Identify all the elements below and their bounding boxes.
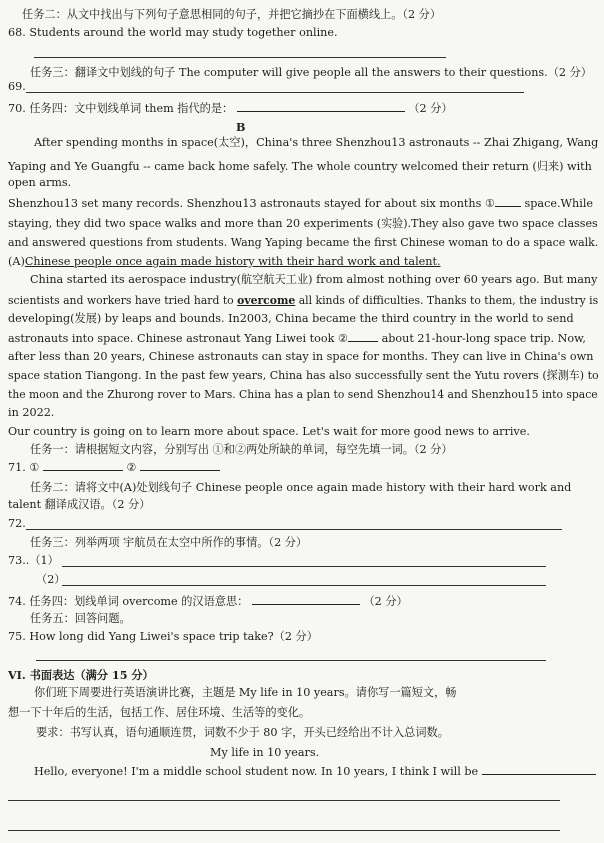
answer-blank-71-2[interactable] [140, 460, 220, 471]
passage-text: Shenzhou13 set many records. Shenzhou13 astronauts stayed for about six months [8, 197, 482, 210]
essay-blank[interactable] [482, 764, 596, 775]
underlined-sentence-a: Chinese people once again made history with their hard work and talent. [24, 255, 441, 268]
passage-line: space station Tiangong. In the past few years, China has also successfully sent the Yutu rovers (探测车) to [8, 369, 599, 382]
passage-text: space.While [524, 197, 594, 210]
writing-prompt: 想一下十年后的生活，包括工作、居住环境、生活等的变化。 [8, 706, 311, 719]
answer-blank-70[interactable] [237, 101, 405, 112]
question-75: 75. How long did Yang Liwei's space trip take?（2 分） [8, 630, 318, 643]
essay-line-2[interactable] [8, 830, 560, 831]
task3-instruction: 任务三：翻译文中划线的句子 The computer will give people all the answers to their questions.（2 分） [30, 66, 592, 79]
question-69-number: 69. [8, 80, 26, 93]
passage-text: scientists and workers have tried hard to [8, 294, 234, 307]
answer-blank-71-1[interactable] [43, 460, 123, 471]
answer-line-73-1[interactable] [62, 566, 546, 567]
passage-line [8, 293, 598, 308]
passage-line: China started its aerospace industry(航空航天工业) from almost nothing over 60 years ago. But many [30, 273, 598, 286]
passage-line [8, 331, 586, 346]
question-70 [8, 101, 453, 116]
task1-instruction: 任务一：请根据短文内容，分别写出 ①和②两处所缺的单词，每空先填一词。（2 分） [30, 443, 453, 456]
passage-line: Yaping and Ye Guangfu -- came back home safely. The whole country welcomed their return (归来) with [8, 160, 592, 173]
question-73-2: （2） [36, 573, 66, 586]
answer-line-72[interactable] [26, 529, 562, 530]
writing-prompt: 你们班下周要进行英语演讲比赛，主题是 My life in 10 years。请你写一篇短文，畅 [34, 686, 457, 699]
blank-2[interactable] [348, 331, 378, 342]
task5-instruction: 任务五：回答问题。 [30, 612, 131, 625]
task2-q68-instruction: 任务二：从文中找出与下列句子意思相同的句子，并把它摘抄在下面横线上。（2 分） [22, 8, 442, 21]
question-71 [8, 460, 220, 475]
blank-1[interactable] [495, 196, 521, 207]
blank-marker-2: ② [337, 332, 349, 345]
passage-text: all kinds of difficulties. Thanks to them, the industry is [298, 294, 599, 307]
passage-text: astronauts into space. Chinese astronaut Yang Liwei took [8, 332, 335, 345]
writing-requirements: 要求：书写认真，语句通顺连贯，词数不少于 80 字，开头已经给出不计入总词数。 [36, 726, 449, 739]
passage-line: developing(发展) by leaps and bounds. In2003, China became the third country in the world to send [8, 312, 574, 325]
essay-title: My life in 10 years. [210, 746, 320, 759]
question-72-number: 72. [8, 517, 26, 530]
essay-opening [34, 764, 596, 779]
passage-line: and answered questions from students. Wang Yaping became the first Chinese woman to do a space walk. [8, 236, 599, 249]
answer-line-69[interactable] [26, 92, 524, 93]
passage-line: staying, they did two space walks and more than 20 experiments (实验).They also gave two space classes [8, 217, 598, 230]
passage-line: the moon and the Zhurong rover to Mars. China has a plan to send Shenzhou14 and Shenzhou15 into space [8, 388, 598, 401]
question-70-text: 70. 任务四：文中划线单词 them 指代的是： [8, 102, 234, 115]
passage-line: after less than 20 years, Chinese astronauts can stay in space for months. They can live in China's own [8, 350, 594, 363]
question-71-marker-2: ② [126, 461, 137, 474]
task3b-instruction: 任务三：列举两项 宇航员在太空中所作的事情。（2 分） [30, 536, 308, 549]
question-68: 68. Students around the world may study together online. [8, 26, 338, 39]
question-73-1: 73..（1） [8, 554, 59, 567]
task2-instruction: 任务二：请将文中(A)处划线句子 Chinese people once again made history with their hard work and [30, 481, 572, 494]
question-74-text: 74. 任务四：划线单词 overcome 的汉语意思： [8, 595, 249, 608]
essay-line-1[interactable] [8, 800, 560, 801]
passage-line: open arms. [8, 176, 72, 189]
section-vi-heading: VI. 书面表达（满分 15 分） [8, 668, 154, 682]
answer-blank-74[interactable] [252, 594, 360, 605]
essay-opening-text: Hello, everyone! I'm a middle school student now. In 10 years, I think I will be [34, 765, 479, 778]
passage-line: Our country is going on to learn more about space. Let's wait for more good news to arrive. [8, 425, 530, 438]
blank-marker-1: ① [484, 197, 495, 210]
passage-line: After spending months in space(太空)，China's three Shenzhou13 astronauts -- Zhai Zhigang, Wang [34, 136, 599, 149]
task2-instruction-cont: talent 翻译成汉语。（2 分） [8, 498, 151, 511]
passage-line: in 2022. [8, 406, 55, 419]
marker-a: (A) [8, 255, 25, 268]
underlined-word-overcome: overcome [237, 293, 296, 307]
question-71-number: 71. ① [8, 461, 40, 474]
question-74 [8, 594, 408, 609]
answer-line-75[interactable] [36, 660, 546, 661]
answer-line-73-2[interactable] [62, 585, 546, 586]
passage-line [8, 196, 593, 211]
passage-text: about 21-hour-long space trip. Now, [381, 332, 586, 345]
passage-line [8, 255, 441, 269]
question-74-points: （2 分） [363, 595, 408, 608]
section-b-heading: B [236, 120, 246, 134]
answer-line-68[interactable] [34, 57, 446, 58]
question-70-points: （2 分） [408, 102, 453, 115]
